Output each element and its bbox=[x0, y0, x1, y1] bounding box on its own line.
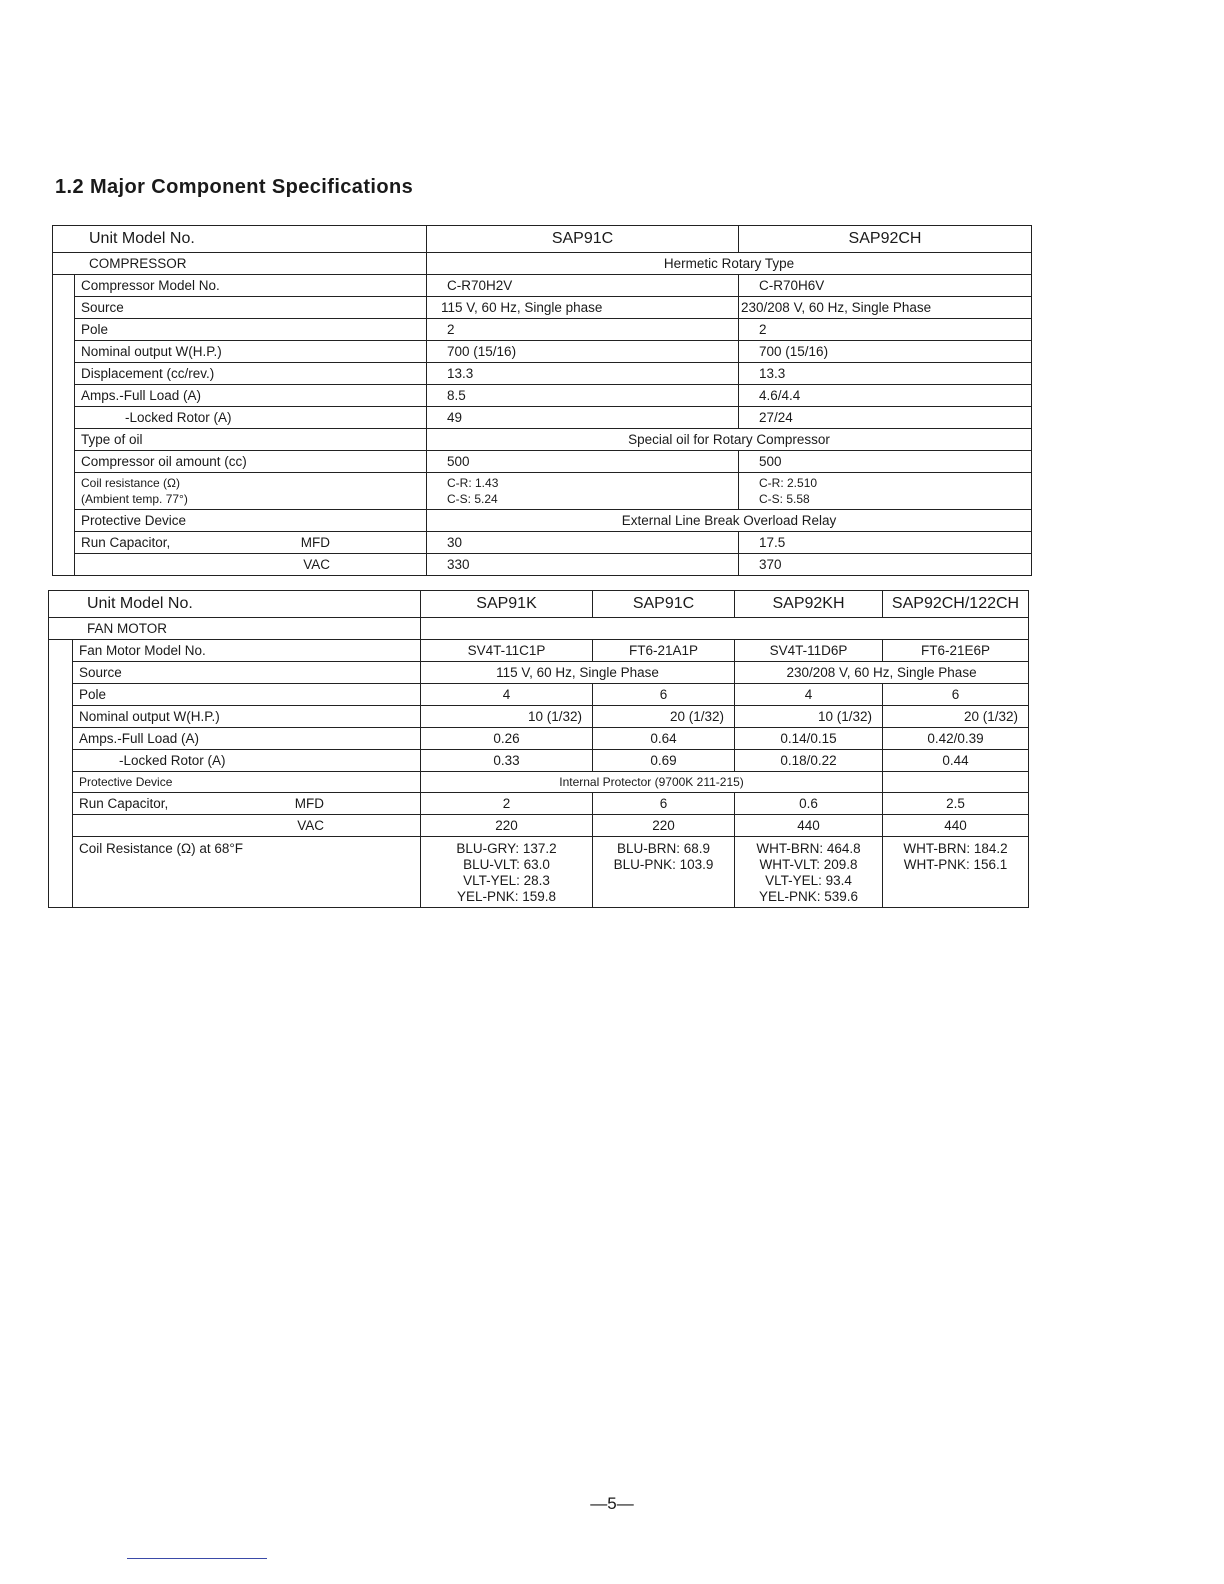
cell-value: C-R70H2V bbox=[427, 275, 739, 297]
cell-value: 0.18/0.22 bbox=[735, 750, 883, 772]
cell-value: 13.3 bbox=[427, 363, 739, 385]
cell-value: C-R70H6V bbox=[739, 275, 1032, 297]
coil-resistance-value: C-R: 2.510 C-S: 5.58 bbox=[739, 473, 1032, 510]
cell-value: 500 bbox=[739, 451, 1032, 473]
coil-resistance-value: WHT-BRN: 184.2 WHT-PNK: 156.1 bbox=[883, 837, 1029, 908]
cell-value: 27/24 bbox=[739, 407, 1032, 429]
coil-resistance-value: BLU-BRN: 68.9 BLU-PNK: 103.9 bbox=[593, 837, 735, 908]
unit-model-label: Unit Model No. bbox=[49, 591, 421, 618]
row-label: Source bbox=[73, 662, 421, 684]
coil-resistance-label: Coil resistance (Ω) (Ambient temp. 77°) bbox=[75, 473, 427, 510]
cell-value: SV4T-11C1P bbox=[421, 640, 593, 662]
coil-resistance-value: WHT-BRN: 464.8 WHT-VLT: 209.8 VLT-YEL: 93.4 YEL-PNK: 539.6 bbox=[735, 837, 883, 908]
model-header-sap92ch: SAP92CH bbox=[739, 226, 1032, 253]
row-label: Nominal output W(H.P.) bbox=[73, 706, 421, 728]
table-row bbox=[53, 554, 1032, 576]
table-row bbox=[49, 793, 1029, 815]
row-label: -Locked Rotor (A) bbox=[73, 750, 421, 772]
fan-section-row bbox=[49, 618, 1029, 640]
table-row bbox=[53, 363, 1032, 385]
cell-value: 2 bbox=[427, 319, 739, 341]
table-row bbox=[49, 815, 1029, 837]
cell-value: 0.26 bbox=[421, 728, 593, 750]
table-row bbox=[53, 532, 1032, 554]
row-label: Protective Device bbox=[75, 510, 427, 532]
cell-value: 4 bbox=[735, 684, 883, 706]
cell-value: 4.6/4.4 bbox=[739, 385, 1032, 407]
row-label: Pole bbox=[75, 319, 427, 341]
cell-value: 330 bbox=[427, 554, 739, 576]
table-row bbox=[49, 772, 1029, 793]
cell-value: 220 bbox=[593, 815, 735, 837]
table-row bbox=[53, 451, 1032, 473]
row-label: Amps.-Full Load (A) bbox=[75, 385, 427, 407]
table-row bbox=[49, 640, 1029, 662]
table-row bbox=[53, 385, 1032, 407]
oil-type-value: Special oil for Rotary Compressor bbox=[427, 429, 1032, 451]
unit-model-label: Unit Model No. bbox=[53, 226, 427, 253]
cell-value: 0.33 bbox=[421, 750, 593, 772]
cell-value: 2 bbox=[421, 793, 593, 815]
compressor-section-row bbox=[53, 253, 1032, 275]
cell-value: 2.5 bbox=[883, 793, 1029, 815]
cell-value: 230/208 V, 60 Hz, Single Phase bbox=[735, 662, 1029, 684]
cell-value: 13.3 bbox=[739, 363, 1032, 385]
cell-value: 8.5 bbox=[427, 385, 739, 407]
row-label: Displacement (cc/rev.) bbox=[75, 363, 427, 385]
cell-value: 700 (15/16) bbox=[739, 341, 1032, 363]
run-capacitor-label: Run Capacitor, MFD bbox=[73, 793, 421, 815]
page-number: —5— bbox=[590, 1494, 634, 1513]
table-row bbox=[49, 662, 1029, 684]
cell-value: 0.42/0.39 bbox=[883, 728, 1029, 750]
footer-rule bbox=[127, 1558, 267, 1559]
cell-value: 4 bbox=[421, 684, 593, 706]
protective-device-value: External Line Break Overload Relay bbox=[427, 510, 1032, 532]
run-capacitor-label: Run Capacitor, MFD bbox=[75, 532, 427, 554]
row-label: Source bbox=[75, 297, 427, 319]
row-label: Compressor oil amount (cc) bbox=[75, 451, 427, 473]
table-row bbox=[49, 750, 1029, 772]
model-header-sap92ch-122ch: SAP92CH/122CH bbox=[883, 591, 1029, 618]
cell-value: FT6-21E6P bbox=[883, 640, 1029, 662]
model-header-sap92kh: SAP92KH bbox=[735, 591, 883, 618]
compressor-type: Hermetic Rotary Type bbox=[427, 253, 1032, 275]
cell-value: 49 bbox=[427, 407, 739, 429]
table-row bbox=[53, 275, 1032, 297]
model-header-sap91c: SAP91C bbox=[427, 226, 739, 253]
row-label: Fan Motor Model No. bbox=[73, 640, 421, 662]
fan-motor-spec-table bbox=[48, 590, 1029, 908]
cell-value: 10 (1/32) bbox=[735, 706, 883, 728]
cell-value: 440 bbox=[735, 815, 883, 837]
row-label: Nominal output W(H.P.) bbox=[75, 341, 427, 363]
table-row bbox=[49, 706, 1029, 728]
run-capacitor-vac-label: VAC bbox=[75, 554, 427, 576]
row-label: Amps.-Full Load (A) bbox=[73, 728, 421, 750]
table-row bbox=[53, 429, 1032, 451]
fan-section-label: FAN MOTOR bbox=[49, 618, 421, 640]
cell-value: 700 (15/16) bbox=[427, 341, 739, 363]
protective-device-value: Internal Protector (9700K 211-215) bbox=[421, 772, 883, 793]
row-label: Pole bbox=[73, 684, 421, 706]
cell-value: 20 (1/32) bbox=[593, 706, 735, 728]
cell-value: 115 V, 60 Hz, Single Phase bbox=[421, 662, 735, 684]
cell-value: 6 bbox=[593, 684, 735, 706]
compressor-section-label: COMPRESSOR bbox=[53, 253, 427, 275]
row-label: Compressor Model No. bbox=[75, 275, 427, 297]
cell-value: 30 bbox=[427, 532, 739, 554]
table-row bbox=[53, 510, 1032, 532]
compressor-header-row bbox=[53, 226, 1032, 253]
cell-value: 0.64 bbox=[593, 728, 735, 750]
cell-value: 0.14/0.15 bbox=[735, 728, 883, 750]
row-label: Type of oil bbox=[75, 429, 427, 451]
cell-value: 17.5 bbox=[739, 532, 1032, 554]
run-capacitor-vac-label: VAC bbox=[73, 815, 421, 837]
cell-value: 10 (1/32) bbox=[421, 706, 593, 728]
table-row bbox=[49, 837, 1029, 908]
table-row bbox=[49, 728, 1029, 750]
cell-value: 230/208 V, 60 Hz, Single Phase bbox=[739, 297, 1032, 319]
table-row bbox=[49, 684, 1029, 706]
cell-value: 370 bbox=[739, 554, 1032, 576]
coil-resistance-value: BLU-GRY: 137.2 BLU-VLT: 63.0 VLT-YEL: 28.3 YEL-PNK: 159.8 bbox=[421, 837, 593, 908]
cell-value: 6 bbox=[593, 793, 735, 815]
cell-value: 115 V, 60 Hz, Single phase bbox=[427, 297, 739, 319]
cell-value: 440 bbox=[883, 815, 1029, 837]
cell-value: 0.44 bbox=[883, 750, 1029, 772]
row-label: Protective Device bbox=[73, 772, 421, 793]
cell-value: FT6-21A1P bbox=[593, 640, 735, 662]
model-header-sap91c: SAP91C bbox=[593, 591, 735, 618]
cell-value: 0.69 bbox=[593, 750, 735, 772]
model-header-sap91k: SAP91K bbox=[421, 591, 593, 618]
section-title: 1.2 Major Component Specifications bbox=[55, 176, 414, 198]
table-row bbox=[53, 319, 1032, 341]
cell-value: 20 (1/32) bbox=[883, 706, 1029, 728]
table-row bbox=[53, 297, 1032, 319]
coil-resistance-label: Coil Resistance (Ω) at 68°F bbox=[73, 837, 421, 908]
cell-value: 0.6 bbox=[735, 793, 883, 815]
table-row bbox=[53, 341, 1032, 363]
cell-value: SV4T-11D6P bbox=[735, 640, 883, 662]
fan-header-row bbox=[49, 591, 1029, 618]
cell-value: 2 bbox=[739, 319, 1032, 341]
compressor-spec-table bbox=[52, 225, 1032, 576]
table-row bbox=[53, 407, 1032, 429]
row-label: -Locked Rotor (A) bbox=[75, 407, 427, 429]
coil-resistance-value: C-R: 1.43 C-S: 5.24 bbox=[427, 473, 739, 510]
cell-value: 220 bbox=[421, 815, 593, 837]
table-row bbox=[53, 473, 1032, 510]
cell-value: 6 bbox=[883, 684, 1029, 706]
cell-value: 500 bbox=[427, 451, 739, 473]
